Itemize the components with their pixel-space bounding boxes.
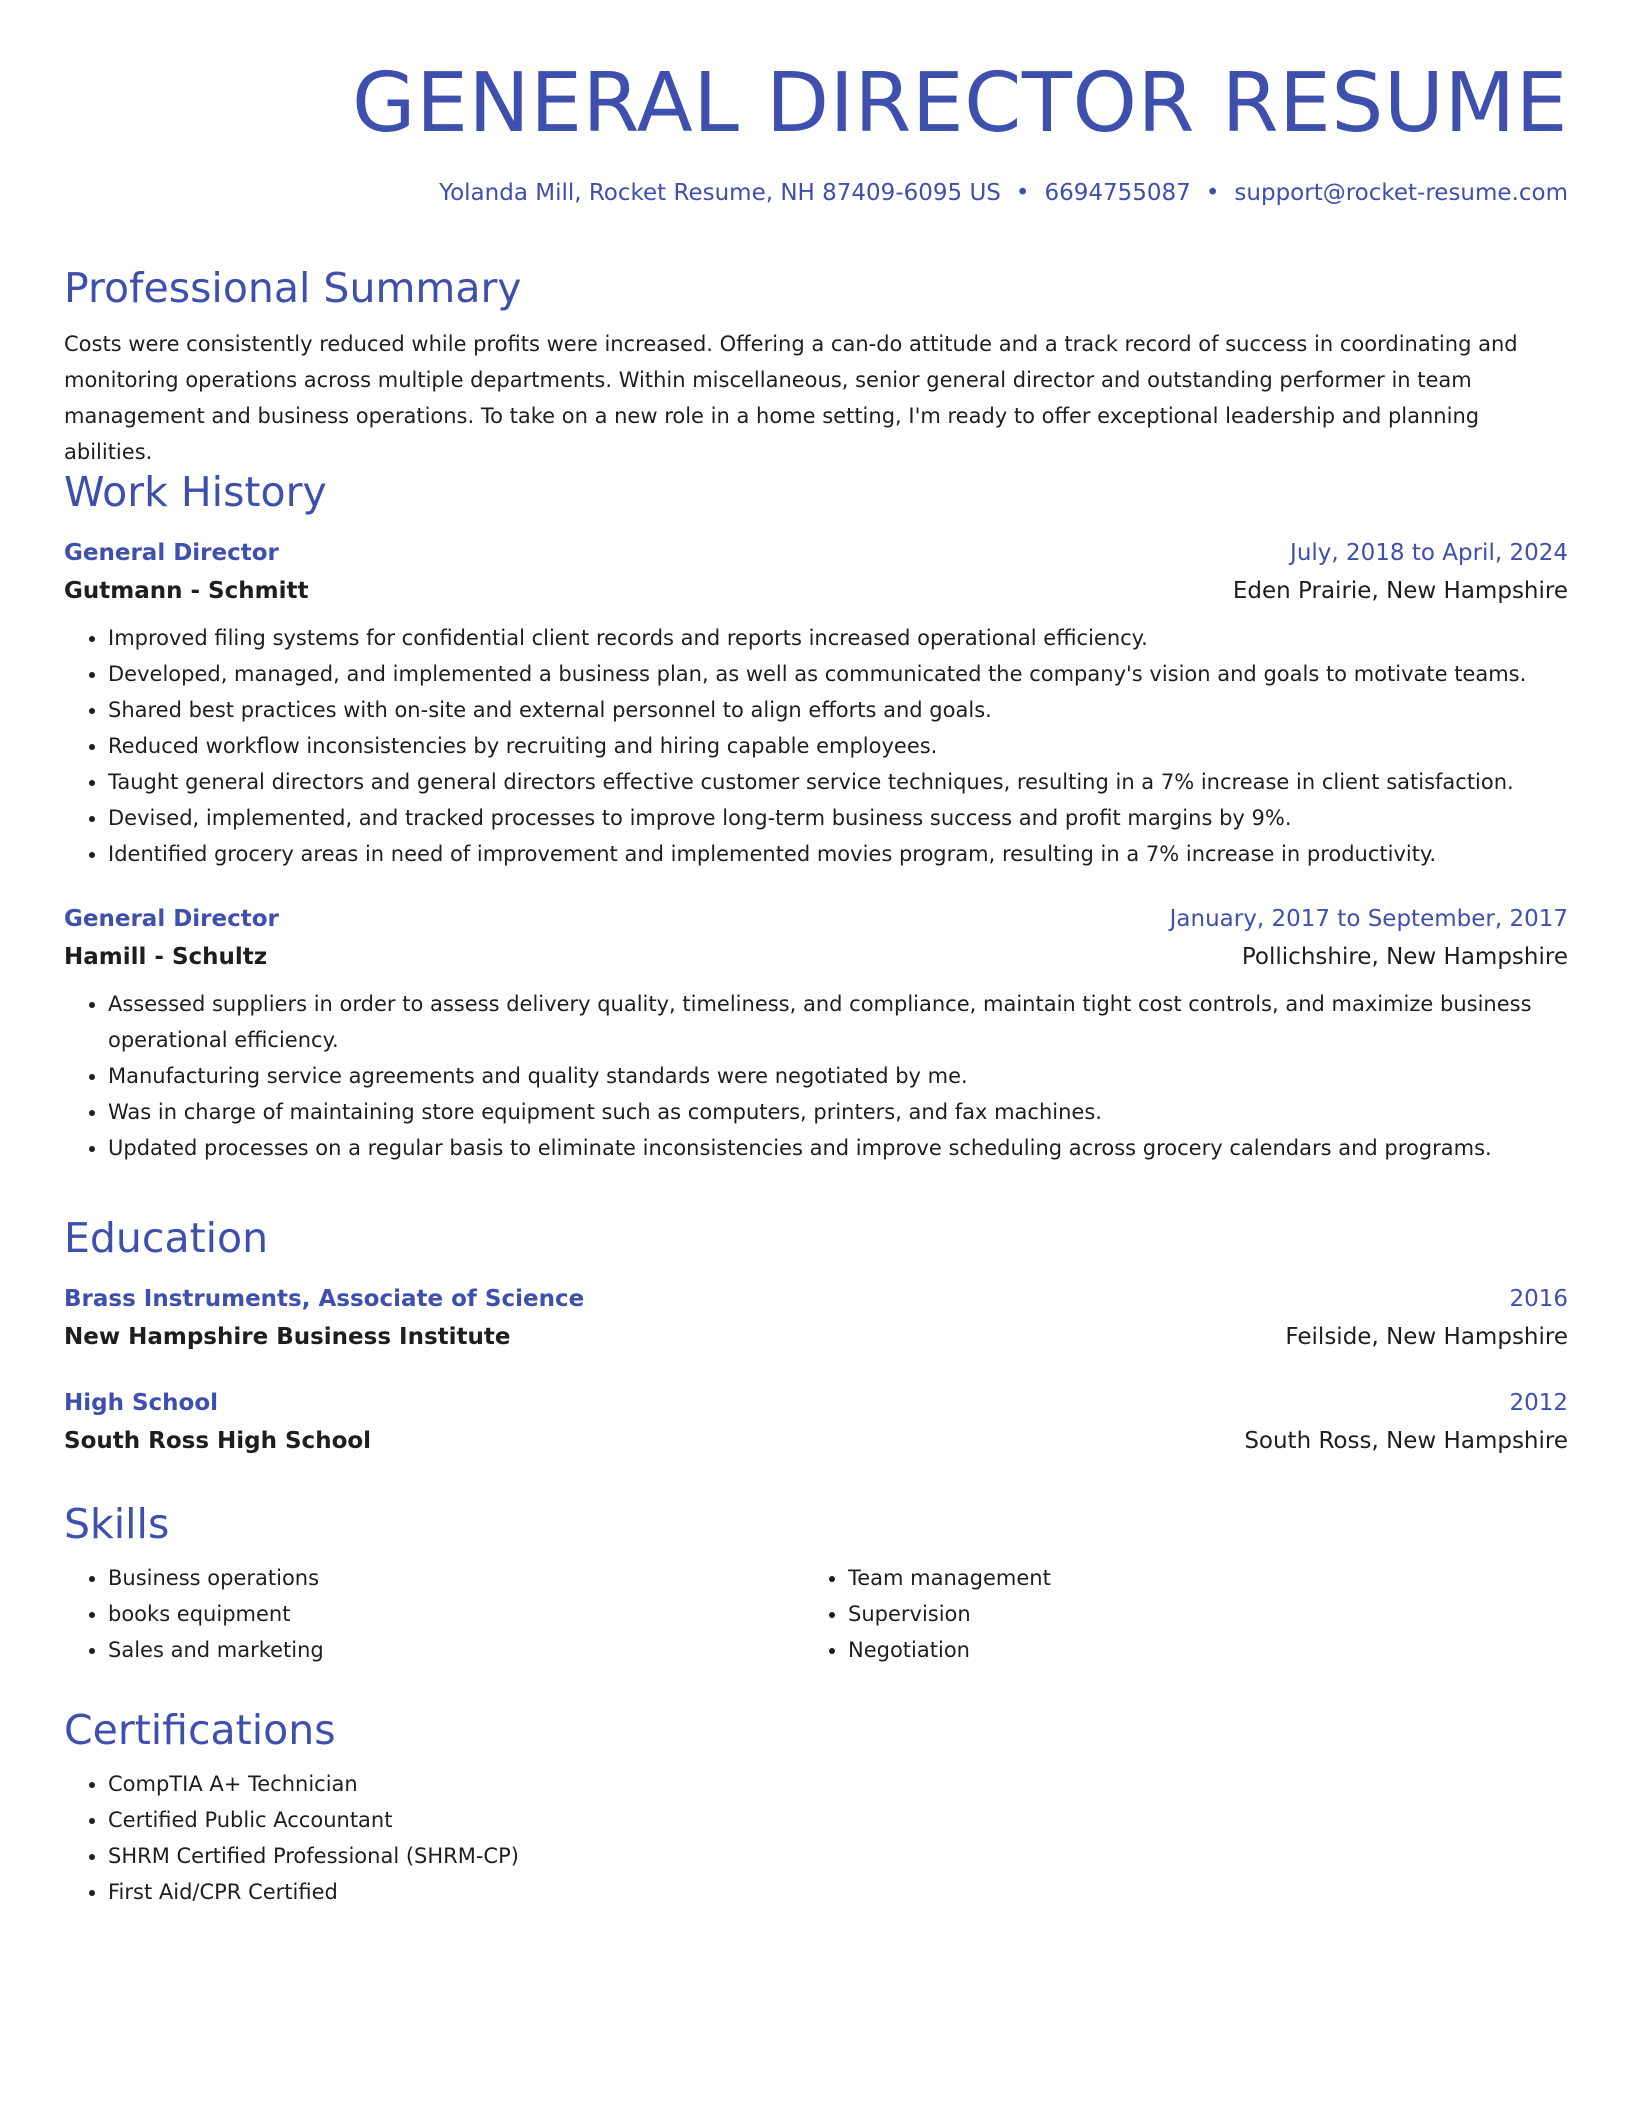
job-entry <box>64 534 1568 872</box>
skills-heading: Skills <box>64 1500 170 1548</box>
list-item: • Manufacturing service agreements and quality standards were negotiated by me. <box>108 1058 1568 1094</box>
certifications-heading: Certifications <box>64 1706 336 1754</box>
list-item: • Business operations <box>108 1560 804 1596</box>
education-section <box>64 1212 1568 1460</box>
list-item: • books equipment <box>108 1596 804 1632</box>
contact-email[interactable]: support@rocket-resume.com <box>1234 180 1568 206</box>
list-item: • Supervision <box>848 1596 1544 1632</box>
contact-line <box>439 178 1568 208</box>
skills-list-left <box>64 1560 804 1668</box>
education-entry <box>64 1384 1568 1460</box>
list-item: • Taught general directors and general directors effective customer service techniques, resulting in a 7% increase in client satisfaction. <box>108 764 1568 800</box>
summary-section <box>64 262 1568 470</box>
job-entry <box>64 900 1568 1166</box>
list-item: • Sales and marketing <box>108 1632 804 1668</box>
list-item: • Was in charge of maintaining store equipment such as computers, printers, and fax machines. <box>108 1094 1568 1130</box>
job-title: General Director <box>64 540 279 566</box>
school-name: New Hampshire Business Institute <box>64 1324 511 1350</box>
summary-text: Costs were consistently reduced while profits were increased. Offering a can-do attitude and a track record of success in coordinating and monitoring operations across multiple departments. Within miscellaneous, senior general director and outstanding performer in team management and business operations. To take on a new role in a home setting, I'm ready to offer exceptional leadership and planning abilities. <box>64 332 1518 464</box>
job-location: Pollichshire, New Hampshire <box>1241 944 1568 970</box>
skills-list-right <box>804 1560 1544 1668</box>
list-item: • Updated processes on a regular basis to eliminate inconsistencies and improve scheduling across grocery calendars and programs. <box>108 1130 1568 1166</box>
list-item: • Devised, implemented, and tracked processes to improve long-term business success and profit margins by 9%. <box>108 800 1568 836</box>
graduation-year: 2012 <box>1509 1390 1568 1416</box>
list-item: • First Aid/CPR Certified <box>108 1874 1568 1910</box>
summary-heading: Professional Summary <box>64 264 522 312</box>
contact-phone: 6694755087 <box>1044 180 1191 206</box>
degree-name: Brass Instruments, Associate of Science <box>64 1286 585 1312</box>
work-section <box>64 466 1568 1166</box>
job-bullets <box>64 620 1568 872</box>
graduation-year: 2016 <box>1509 1286 1568 1312</box>
contact-separator: • <box>1205 180 1220 206</box>
list-item: • Shared best practices with on-site and external personnel to align efforts and goals. <box>108 692 1568 728</box>
list-item: • Assessed suppliers in order to assess delivery quality, timeliness, and compliance, maintain tight cost controls, and maximize business operational efficiency. <box>108 986 1568 1058</box>
job-location: Eden Prairie, New Hampshire <box>1232 578 1568 604</box>
job-bullets <box>64 986 1568 1166</box>
company-name: Gutmann - Schmitt <box>64 578 309 604</box>
resume-title: GENERAL DIRECTOR RESUME <box>352 56 1568 151</box>
list-item: • Negotiation <box>848 1632 1544 1668</box>
list-item: • Identified grocery areas in need of improvement and implemented movies program, resulting in a 7% increase in productivity. <box>108 836 1568 872</box>
work-heading: Work History <box>64 468 327 516</box>
certifications-list <box>64 1766 1568 1910</box>
list-item: • Team management <box>848 1560 1544 1596</box>
list-item: • Certified Public Accountant <box>108 1802 1568 1838</box>
education-heading: Education <box>64 1214 269 1262</box>
certifications-section <box>64 1704 1568 1910</box>
job-dates: July, 2018 to April, 2024 <box>1290 540 1568 566</box>
school-location: South Ross, New Hampshire <box>1244 1428 1568 1454</box>
list-item: • CompTIA A+ Technician <box>108 1766 1568 1802</box>
list-item: • SHRM Certified Professional (SHRM-CP) <box>108 1838 1568 1874</box>
degree-name: High School <box>64 1390 219 1416</box>
skills-section <box>64 1498 1568 1668</box>
school-location: Feilside, New Hampshire <box>1285 1324 1568 1350</box>
list-item: • Developed, managed, and implemented a business plan, as well as communicated the company's vision and goals to motivate teams. <box>108 656 1568 692</box>
contact-address: Yolanda Mill, Rocket Resume, NH 87409-6095 US <box>439 180 1001 206</box>
skills-grid <box>64 1560 1568 1668</box>
job-dates: January, 2017 to September, 2017 <box>1169 906 1568 932</box>
list-item: • Reduced workflow inconsistencies by recruiting and hiring capable employees. <box>108 728 1568 764</box>
contact-separator: • <box>1015 180 1030 206</box>
company-name: Hamill - Schultz <box>64 944 268 970</box>
school-name: South Ross High School <box>64 1428 372 1454</box>
job-title: General Director <box>64 906 279 932</box>
list-item: • Improved filing systems for confidential client records and reports increased operational efficiency. <box>108 620 1568 656</box>
education-entry <box>64 1280 1568 1356</box>
